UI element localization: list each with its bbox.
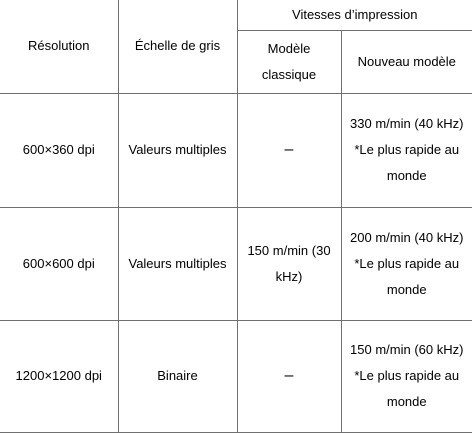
cell-new-speed: 150 m/min (60 kHz) *Le plus rapide au monde <box>341 320 472 432</box>
cell-grayscale: Valeurs multiples <box>118 207 237 320</box>
cell-grayscale: Valeurs multiples <box>118 93 237 207</box>
cell-resolution: 600×600 dpi <box>0 207 118 320</box>
header-new-model: Nouveau modèle <box>341 30 472 93</box>
header-row-1 <box>0 0 472 30</box>
header-classic-model: Modèle classique <box>237 30 341 93</box>
cell-new-speed: 330 m/min (40 kHz) *Le plus rapide au monde <box>341 93 472 207</box>
cell-new-speed: 200 m/min (40 kHz) *Le plus rapide au monde <box>341 207 472 320</box>
table-row <box>0 93 472 207</box>
header-resolution: Résolution <box>0 0 118 93</box>
cell-classic-speed: – <box>237 93 341 207</box>
table-row <box>0 207 472 320</box>
header-grayscale: Échelle de gris <box>118 0 237 93</box>
cell-classic-speed: – <box>237 320 341 432</box>
header-print-speeds: Vitesses d’impression <box>237 0 472 30</box>
cell-resolution: 600×360 dpi <box>0 93 118 207</box>
cell-resolution: 1200×1200 dpi <box>0 320 118 432</box>
cell-grayscale: Binaire <box>118 320 237 432</box>
table-row <box>0 320 472 432</box>
cell-classic-speed: 150 m/min (30 kHz) <box>237 207 341 320</box>
